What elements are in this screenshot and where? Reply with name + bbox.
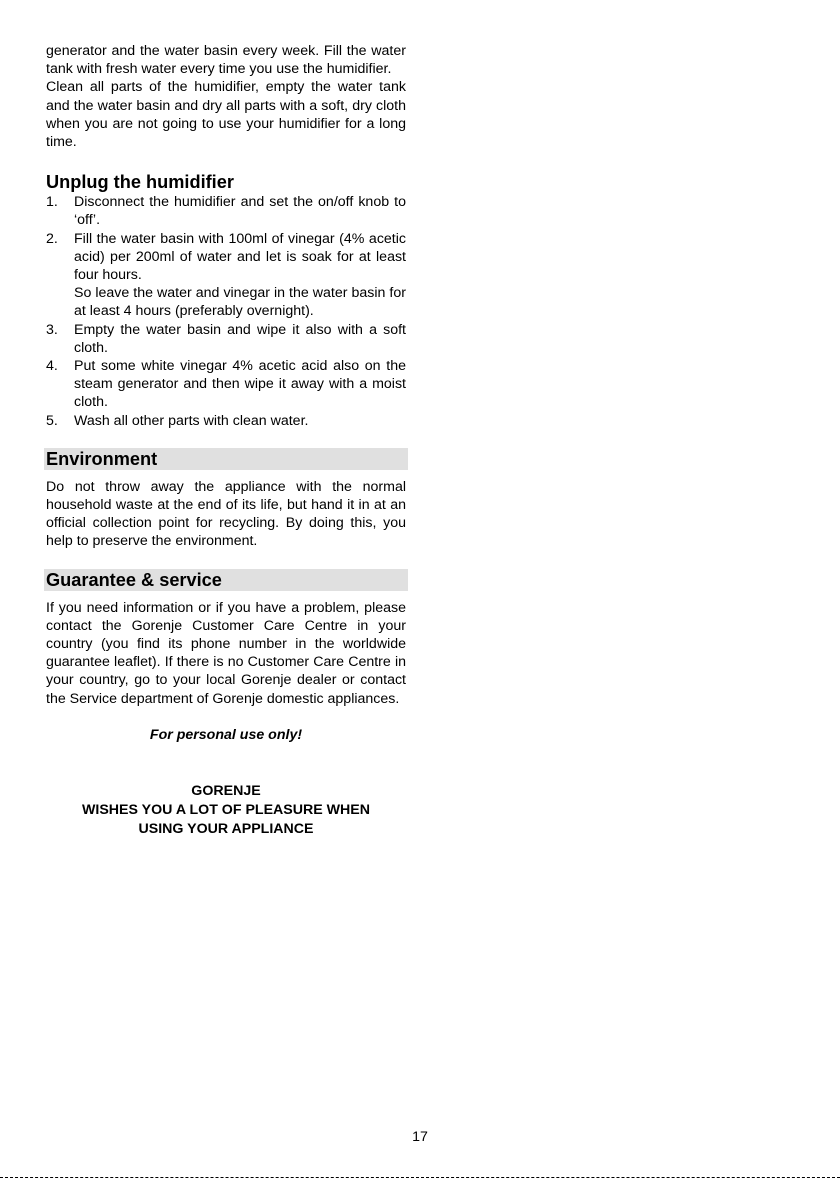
step-number: 3. (46, 321, 58, 338)
page-column (46, 42, 406, 839)
step-text: Empty the water basin and wipe it also with a soft cloth. (74, 321, 406, 356)
guarantee-paragraph: If you need information or if you have a problem, please contact the Gorenje Customer Care Centre in your country (you find its phone number in the worldwide guarantee leaflet). If there is no Customer Care Centre in your country, go to your local Gorenje dealer or contact the Service department of Gorenje domestic appliances. (46, 599, 406, 707)
step-text: Fill the water basin with 100ml of vinegar (4% acetic acid) per 200ml of water and let is soak for at least four hours. (74, 230, 406, 284)
list-item (46, 321, 406, 357)
intro-paragraph: Clean all parts of the humidifier, empty the water tank and the water basin and dry all parts with a soft, dry cloth when you are not going to use your humidifier for a long time. (46, 79, 406, 151)
guarantee-heading: Guarantee & service (44, 569, 408, 591)
step-text: Wash all other parts with clean water. (74, 412, 309, 429)
closing-line: USING YOUR APPLIANCE (138, 821, 314, 838)
step-number: 1. (46, 194, 58, 211)
step-number: 2. (46, 230, 58, 247)
list-item (46, 230, 406, 321)
intro-paragraph: generator and the water basin every week. Fill the water tank with fresh water every time you use the humidifier. (46, 43, 406, 78)
step-number: 5. (46, 412, 58, 429)
personal-use-note: For personal use only! (149, 726, 303, 743)
list-item (46, 357, 406, 412)
closing-line: WISHES YOU A LOT OF PLEASURE WHEN (82, 802, 370, 819)
step-text: Disconnect the humidifier and set the on/off knob to ‘off’. (74, 194, 406, 229)
list-item (46, 412, 406, 430)
environment-paragraph: Do not throw away the appliance with the normal household waste at the end of its life, but hand it in at an official collection point for recycling. By doing this, you help to preserve the environment. (46, 478, 406, 550)
unplug-steps-list (46, 193, 406, 430)
page-number: 17 (412, 1129, 428, 1145)
closing-line: GORENJE (191, 783, 261, 800)
list-item (46, 193, 406, 229)
environment-heading: Environment (44, 448, 408, 470)
step-number: 4. (46, 358, 58, 375)
closing-message (46, 782, 406, 839)
step-extra-text: So leave the water and vinegar in the water basin for at least 4 hours (preferably overnight). (74, 285, 406, 320)
bottom-divider (0, 1177, 840, 1178)
step-text: Put some white vinegar 4% acetic acid also on the steam generator and then wipe it away with a moist cloth. (74, 358, 406, 411)
unplug-heading: Unplug the humidifier (46, 172, 234, 193)
